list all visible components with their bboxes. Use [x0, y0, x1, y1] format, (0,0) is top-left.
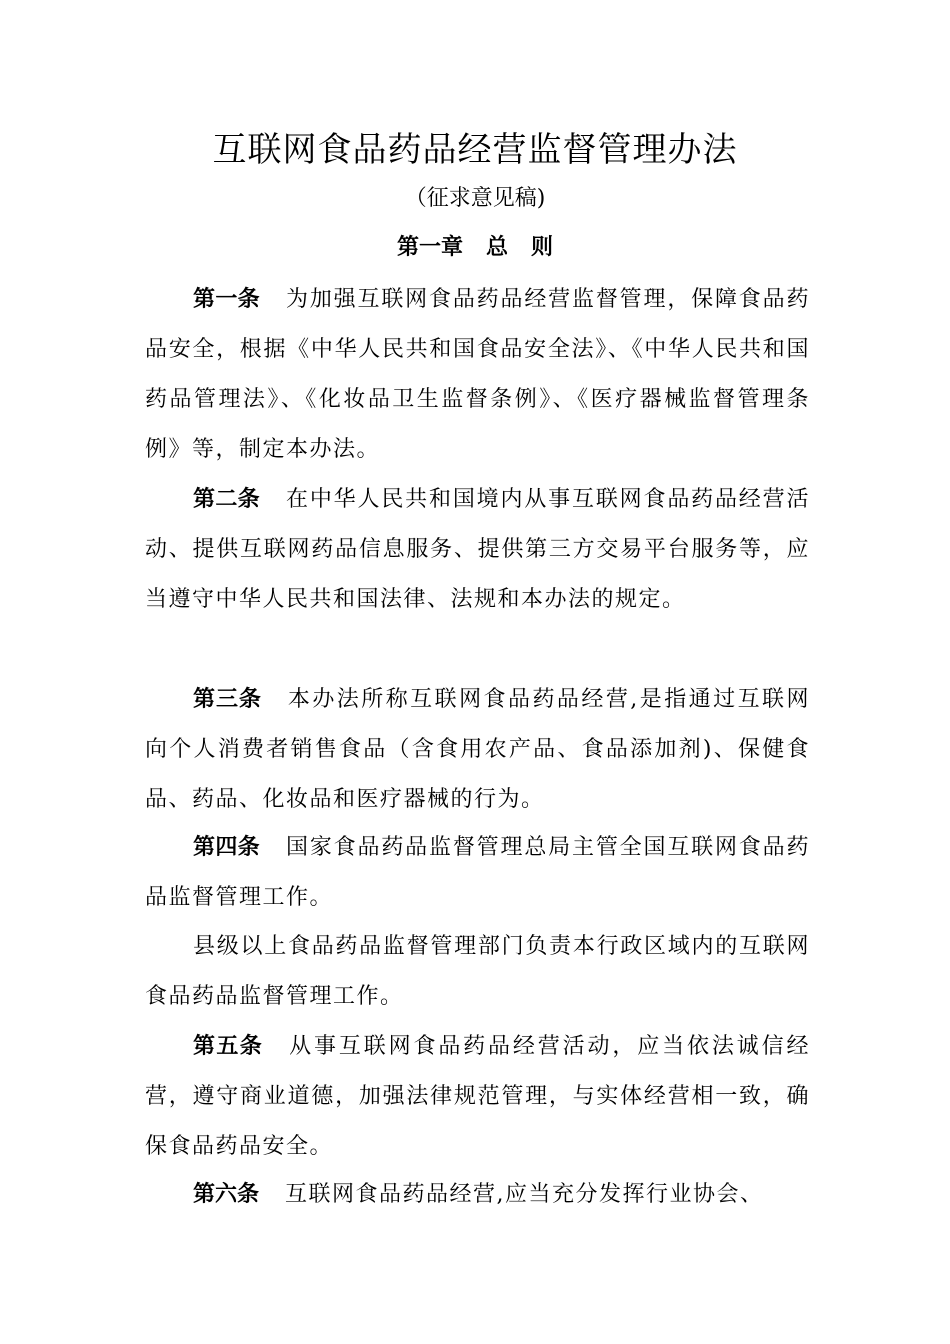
article-3-paragraph: [145, 675, 810, 825]
article-4-text: 国家食品药品监督管理总局主管全国互联网食品药品监督管理工作。: [145, 835, 810, 910]
article-6-label: 第六条: [193, 1182, 260, 1207]
article-5-text: 从事互联网食品药品经营活动，应当依法诚信经营，遵守商业道德，加强法律规范管理，与实体经营相一致，确保食品药品安全。: [145, 1034, 810, 1159]
article-3-label: 第三条: [193, 687, 262, 712]
article-4-continuation-paragraph: [145, 922, 810, 1022]
article-1-label: 第一条: [193, 287, 260, 312]
article-2-paragraph: [145, 475, 810, 625]
article-4-label: 第四条: [193, 835, 260, 860]
article-1-text: 为加强互联网食品药品经营监督管理，保障食品药品安全，根据《中华人民共和国食品安全法》、《中华人民共和国药品管理法》、《化妆品卫生监督条例》、《医疗器械监督管理条例》等，制定本办法。: [145, 287, 810, 462]
article-3-text: 本办法所称互联网食品药品经营,是指通过互联网向个人消费者销售食品（含食用农产品、食品添加剂)、保健食品、药品、化妆品和医疗器械的行为。: [145, 687, 810, 812]
article-2-label: 第二条: [193, 487, 260, 512]
document-subtitle: （征求意见稿): [404, 186, 546, 211]
article-6-text: 互联网食品药品经营,应当充分发挥行业协会、: [285, 1182, 764, 1207]
chapter-heading: 第一章 总 则: [397, 235, 553, 260]
article-6-paragraph: [145, 1170, 810, 1220]
article-1-paragraph: [145, 275, 810, 475]
article-2-text: 在中华人民共和国境内从事互联网食品药品经营活动、提供互联网药品信息服务、提供第三方交易平台服务等，应当遵守中华人民共和国法律、法规和本办法的规定。: [145, 487, 810, 612]
article-4-paragraph: [145, 823, 810, 923]
article-4-continuation-text: 县级以上食品药品监督管理部门负责本行政区域内的互联网食品药品监督管理工作。: [145, 934, 810, 1009]
article-5-label: 第五条: [193, 1034, 264, 1059]
document-title: 互联网食品药品经营监督管理办法: [212, 130, 738, 170]
article-5-paragraph: [145, 1022, 810, 1172]
